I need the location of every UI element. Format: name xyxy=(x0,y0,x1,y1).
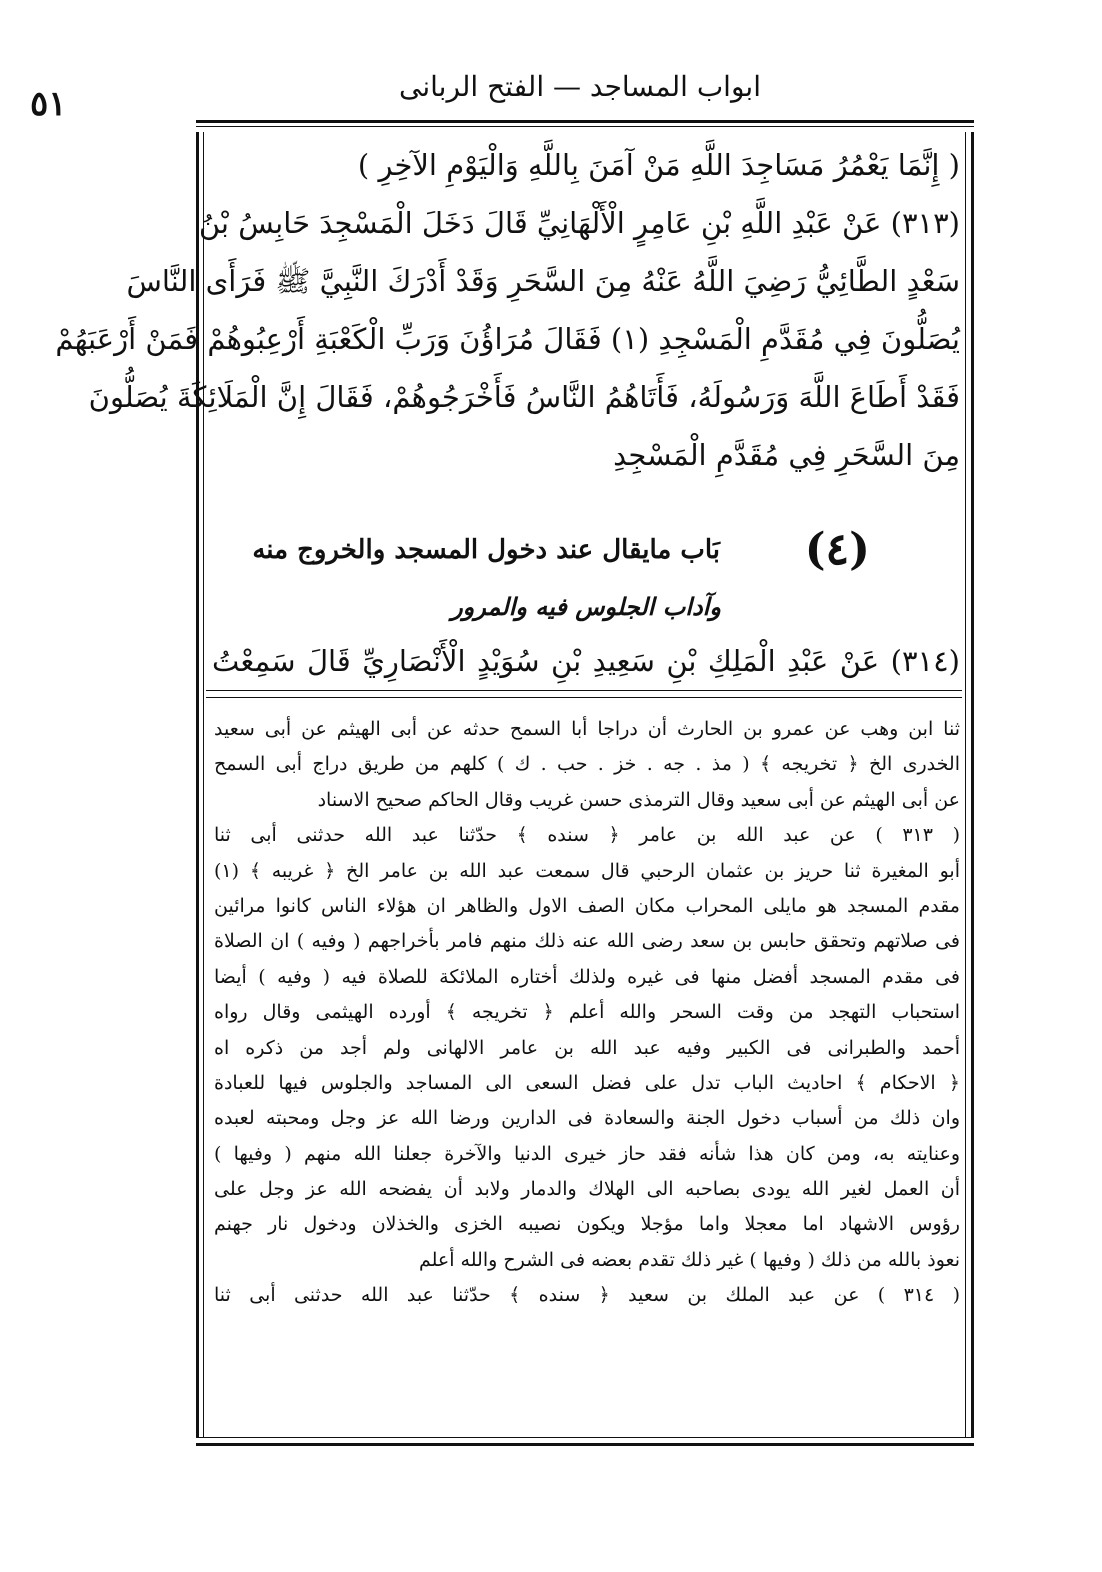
hadith-line: فَقَدْ أَطَاعَ اللَّهَ وَرَسُولَهُ، فَأَتَاهُمُ النَّاسُ فَأَخْرَجُوهُمْ، فَقَالَ إِنَّ الْمَلَائِكَةَ يُصَلُّونَ xyxy=(88,380,960,414)
commentary-line: استحباب التهجد من وقت السحر والله أعلم ﴿ تخريجه ﴾ أورده الهيثمى وقال رواه xyxy=(214,1001,960,1024)
commentary-line: فى مقدم المسجد أفضل منها فى غيره ولذلك أختاره الملائكة للصلاة فيه ( وفيه ) أيضا xyxy=(214,965,960,988)
commentary-line: ﴿ الاحكام ﴾ احاديث الباب تدل على فضل السعى الى المساجد والجلوس فيها للعبادة xyxy=(214,1071,960,1094)
frame-right-inner-border xyxy=(965,132,966,1437)
commentary-line: ثنا ابن وهب عن عمرو بن الحارث أن دراجا أبا السمح حدثه عن أبى الهيثم عن أبى سعيد xyxy=(214,718,960,740)
commentary-line: أن العمل لغير الله يودى بصاحبه الى الهلاك والدمار ولابد أن يفضحه الله عز وجل على xyxy=(214,1178,960,1201)
commentary-line: فى صلاتهم وتحقق حابس بن سعد رضى الله عنه ذلك منهم فامر بأخراجهم ( وفيه ) ان الصلاة xyxy=(214,930,960,953)
chapter-title: بَاب مايقال عند دخول المسجد والخروج منه xyxy=(252,535,720,565)
commentary-line: ( ٣١٤ ) عن عبد الملك بن سعيد ﴿ سنده ﴾ حدّثنا عبد الله حدثنى أبى ثنا xyxy=(214,1284,960,1307)
hadith-line: سَعْدٍ الطَّائِيُّ رَضِيَ اللَّهُ عَنْهُ مِنَ السَّحَرِ وَقَدْ أَدْرَكَ النَّبِيَّ ﷺ فَرَأَى النَّاسَ xyxy=(126,264,960,298)
chapter-number: (٤) xyxy=(804,524,870,575)
page-header xyxy=(190,70,970,114)
commentary-line: وان ذلك من أسباب دخول الجنة والسعادة فى الدارين ورضا الله عز وجل ومحبته لعبده xyxy=(214,1107,960,1130)
hadith-line: يُصَلُّونَ فِي مُقَدَّمِ الْمَسْجِدِ (١) فَقَالَ مُرَاؤُنَ وَرَبِّ الْكَعْبَةِ أَرْعِبُوهُمْ فَمَنْ أَرْعَبَهُمْ xyxy=(55,322,960,356)
commentary-line: أبو المغيرة ثنا حريز بن عثمان الرحبي قال سمعت عبد الله بن عامر الخ ﴿ غريبه ﴾ (١) xyxy=(214,859,960,882)
running-title: ابواب المساجد — الفتح الربانى xyxy=(398,70,761,103)
frame-bottom-thin xyxy=(196,1437,974,1438)
commentary-line: رؤوس الاشهاد اما معجلا واما مؤجلا ويكون نصيبه الخزى والخذلان ودخول نار جهنم xyxy=(214,1213,960,1236)
page-number: ٥١ xyxy=(30,84,67,124)
chapter-heading xyxy=(212,520,960,582)
commentary-line: وعنايته به، ومن كان هذا شأنه فقد حاز خيرى الدنيا والآخرة جعلنا الله منهم ( وفيها ) xyxy=(214,1142,960,1165)
hadith-text xyxy=(55,136,960,484)
commentary-line: مقدم المسجد هو مايلى المحراب مكان الصف الاول والظاهر ان هؤلاء الناس كانوا مرائين xyxy=(214,894,960,917)
hadith-text-continued xyxy=(212,632,960,690)
commentary-footnotes xyxy=(214,712,960,1314)
hadith-line: (٣١٤) عَنْ عَبْدِ الْمَلِكِ بْنِ سَعِيدِ بْنِ سُوَيْدٍ الْأَنْصَارِيِّ قَالَ سَمِعْتُ xyxy=(212,644,960,678)
frame-right-border xyxy=(971,132,974,1437)
commentary-line: ( ٣١٣ ) عن عبد الله بن عامر ﴿ سنده ﴾ حدّثنا عبد الله حدثنى أبى ثنا xyxy=(214,824,960,847)
hadith-line: (٣١٣) عَنْ عَبْدِ اللَّهِ بْنِ عَامِرٍ الْأَلْهَانِيِّ قَالَ دَخَلَ الْمَسْجِدَ حَابِسُ بْنُ xyxy=(198,206,960,240)
hadith-line: مِنَ السَّحَرِ فِي مُقَدَّمِ الْمَسْجِدِ xyxy=(613,438,960,472)
chapter-subtitle: وآداب الجلوس فيه والمرور xyxy=(451,592,721,621)
commentary-line: أحمد والطبرانى فى الكبير وفيه عبد الله بن عامر الالهانى ولم أجد من ذكره اه xyxy=(214,1036,960,1059)
header-rule-thin xyxy=(196,126,974,127)
quran-verse-line: ( إِنَّمَا يَعْمُرُ مَسَاجِدَ اللَّهِ مَنْ آمَنَ بِاللَّهِ وَالْيَوْمِ الآخِرِ ) xyxy=(357,148,960,182)
commentary-divider-top xyxy=(206,690,962,691)
frame-bottom-thick xyxy=(196,1443,974,1446)
commentary-line: عن أبى الهيثم عن أبى سعيد وقال الترمذى حسن غريب وقال الحاكم صحيح الاسناد xyxy=(317,788,960,811)
commentary-line: نعوذ بالله من ذلك ( وفيها ) غير ذلك تقدم بعضه فى الشرح والله أعلم xyxy=(418,1248,960,1271)
commentary-line: الخدرى الخ ﴿ تخريجه ﴾ ( مذ . جه . خز . حب . ك ) كلهم من طريق دراج أبى السمح xyxy=(214,753,960,776)
header-rule-thick xyxy=(196,120,974,123)
commentary-divider-bottom xyxy=(206,697,962,698)
